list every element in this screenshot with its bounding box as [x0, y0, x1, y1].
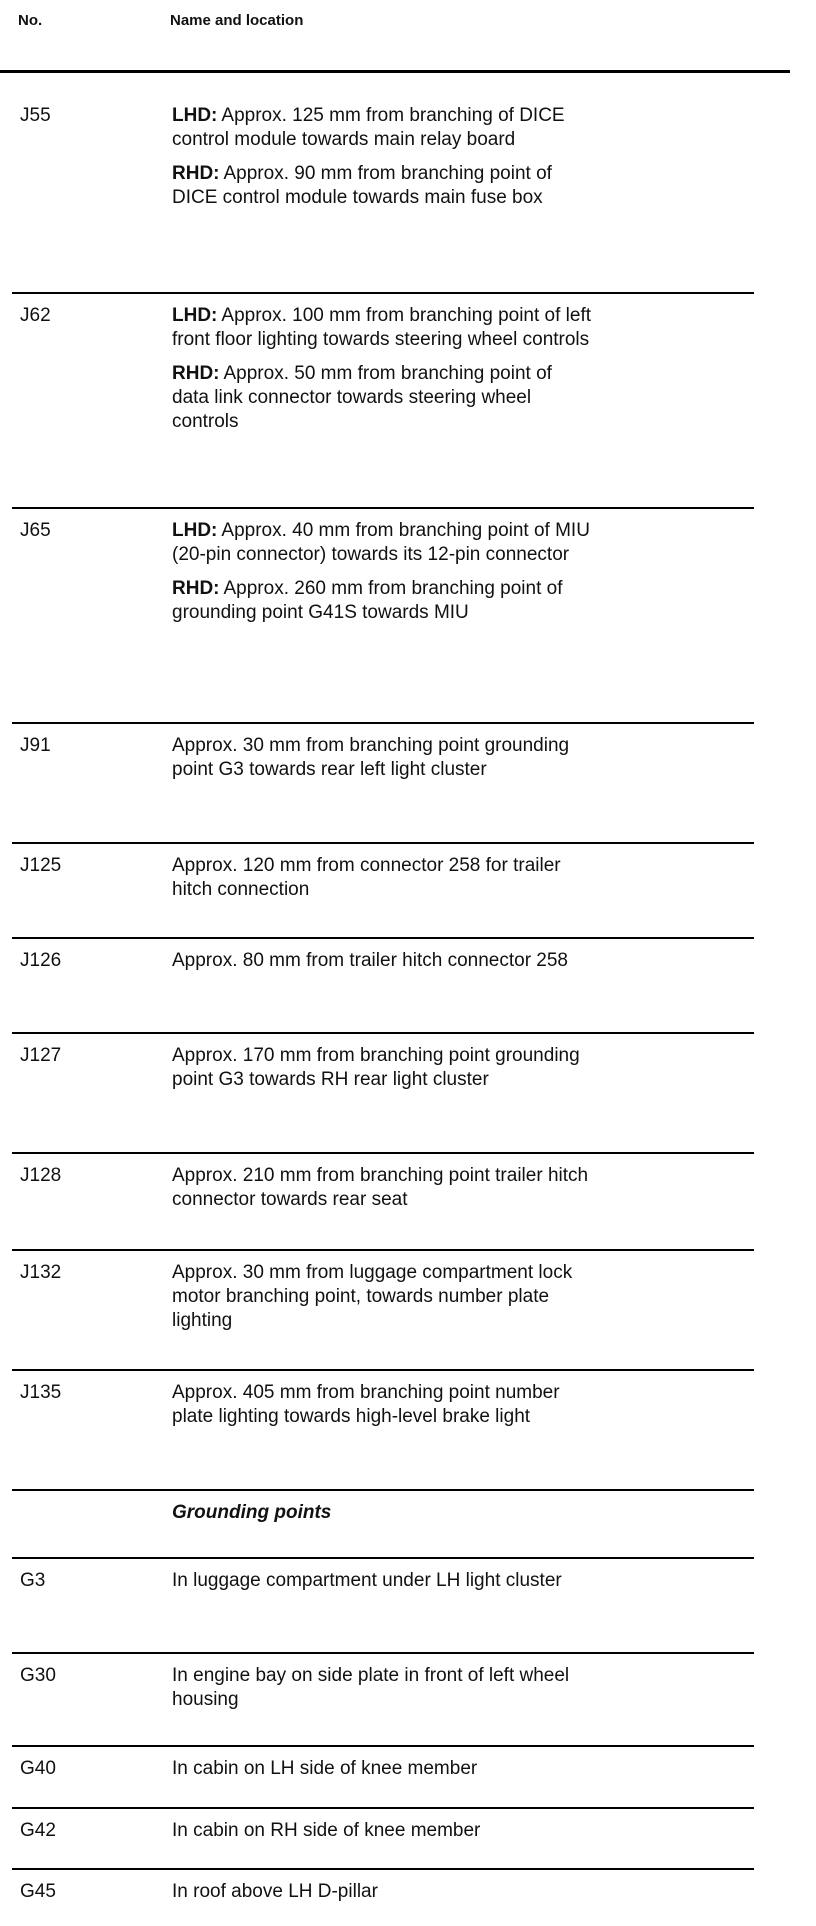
row-number: G3 [20, 1570, 46, 1591]
rhd-paragraph [172, 577, 592, 625]
row-divider [12, 1807, 754, 1809]
lhd-text: Approx. 40 mm from branching point of MIU (20-pin connector) towards its 12-pin connector [172, 520, 590, 565]
row-number: J126 [20, 950, 62, 971]
lhd-paragraph [172, 304, 592, 352]
row-description: In engine bay on side plate in front of left wheel housing [172, 1665, 570, 1710]
lhd-label: LHD: [172, 105, 218, 126]
row-number: J91 [20, 735, 51, 756]
row-description: Approx. 30 mm from branching point grounding point G3 towards rear left light cluster [172, 735, 570, 780]
row-divider [12, 1652, 754, 1654]
row-description [172, 519, 592, 625]
row-description: Approx. 170 mm from branching point grounding point G3 towards RH rear light cluster [172, 1045, 580, 1090]
row-description: In cabin on RH side of knee member [172, 1820, 481, 1841]
row-divider [12, 1868, 754, 1870]
row-description [172, 104, 592, 210]
row-number: J62 [20, 305, 51, 326]
row-description: Approx. 210 mm from branching point trailer hitch connector towards rear seat [172, 1165, 589, 1210]
row-description: Approx. 30 mm from luggage compartment lock motor branching point, towards number plate lighting [172, 1262, 573, 1331]
row-description: Approx. 80 mm from trailer hitch connector 258 [172, 950, 569, 971]
row-divider [12, 507, 754, 509]
column-header-name: Name and location [170, 12, 304, 29]
section-heading: Grounding points [172, 1502, 332, 1523]
row-divider [12, 1557, 754, 1559]
row-divider [12, 292, 754, 294]
lhd-label: LHD: [172, 305, 218, 326]
row-number: G42 [20, 1820, 56, 1841]
row-number: J135 [20, 1382, 62, 1403]
lhd-paragraph [172, 519, 592, 567]
lhd-text: Approx. 100 mm from branching point of left front floor lighting towards steering wheel controls [172, 305, 592, 350]
row-number: G40 [20, 1758, 56, 1779]
row-divider [12, 1489, 754, 1491]
row-number: J127 [20, 1045, 62, 1066]
row-description: Approx. 120 mm from connector 258 for trailer hitch connection [172, 855, 561, 900]
row-description [172, 304, 592, 434]
row-divider [12, 1369, 754, 1371]
row-number: J125 [20, 855, 62, 876]
rhd-label: RHD: [172, 163, 220, 184]
row-number: J132 [20, 1262, 62, 1283]
header-rule [0, 70, 790, 73]
rhd-text: Approx. 260 mm from branching point of grounding point G41S towards MIU [172, 578, 563, 623]
row-number: G30 [20, 1665, 56, 1686]
row-number: J65 [20, 520, 51, 541]
row-description: Approx. 405 mm from branching point number plate lighting towards high-level brake light [172, 1382, 560, 1427]
rhd-label: RHD: [172, 363, 220, 384]
row-number: J55 [20, 105, 51, 126]
lhd-paragraph [172, 104, 592, 152]
rhd-text: Approx. 50 mm from branching point of data link connector towards steering wheel controls [172, 363, 552, 432]
row-description: In roof above LH D-pillar [172, 1881, 378, 1902]
column-header-no: No. [18, 12, 43, 29]
row-description: In luggage compartment under LH light cluster [172, 1570, 562, 1591]
rhd-label: RHD: [172, 578, 220, 599]
rhd-paragraph [172, 162, 592, 210]
lhd-label: LHD: [172, 520, 218, 541]
row-divider [12, 937, 754, 939]
row-description: In cabin on LH side of knee member [172, 1758, 478, 1779]
row-number: J128 [20, 1165, 62, 1186]
rhd-paragraph [172, 362, 592, 434]
row-number: G45 [20, 1881, 56, 1902]
row-divider [12, 1745, 754, 1747]
rhd-text: Approx. 90 mm from branching point of DICE control module towards main fuse box [172, 163, 552, 208]
row-divider [12, 1152, 754, 1154]
row-divider [12, 1249, 754, 1251]
row-divider [12, 1032, 754, 1034]
row-divider [12, 722, 754, 724]
row-divider [12, 842, 754, 844]
lhd-text: Approx. 125 mm from branching of DICE control module towards main relay board [172, 105, 565, 150]
